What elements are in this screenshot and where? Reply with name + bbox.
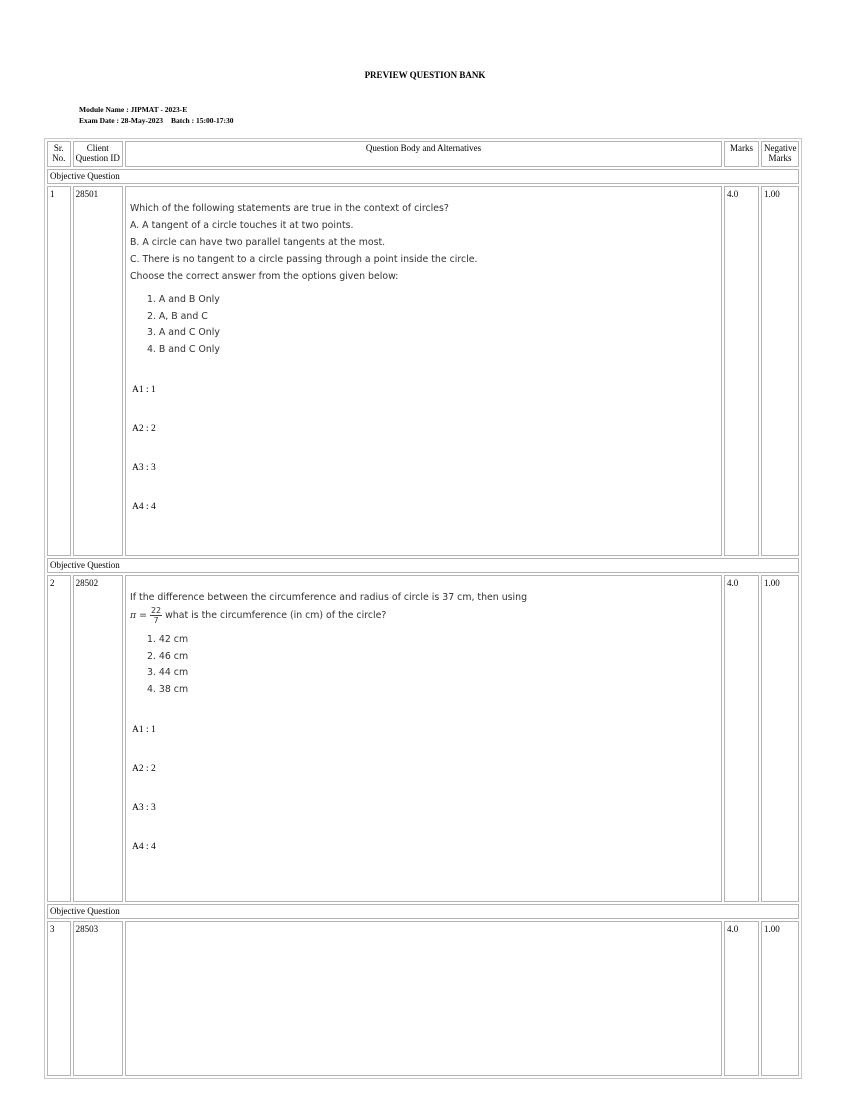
option-item: 4. B and C Only <box>146 343 220 355</box>
options-list <box>147 292 717 358</box>
question-line-rest: what is the circumference (in cm) of the circle? <box>162 610 387 621</box>
option-item: 4. 38 cm <box>146 683 189 695</box>
alternative-item: A1 : 1 <box>131 725 156 735</box>
section-label: Objective Question <box>47 169 799 184</box>
table-header-row <box>47 141 799 167</box>
sr-no-cell: 1 <box>47 186 71 556</box>
header-sr-no: Sr. No. <box>47 141 71 167</box>
negative-marks-cell: 1.00 <box>761 921 799 1076</box>
alternative-item: A3 : 3 <box>131 463 156 473</box>
negative-marks-cell: 1.00 <box>761 575 799 902</box>
option-item: 2. A, B and C <box>146 310 208 322</box>
marks-cell: 4.0 <box>724 186 759 556</box>
sr-no-cell: 2 <box>47 575 71 902</box>
question-line: Choose the correct answer from the options given below: <box>129 271 399 282</box>
table-row <box>47 186 799 556</box>
alternatives-list <box>130 384 717 540</box>
alternative-item: A2 : 2 <box>131 764 156 774</box>
section-label: Objective Question <box>47 904 799 919</box>
section-row <box>47 904 799 919</box>
exam-info <box>79 116 233 125</box>
client-id-cell: 28503 <box>73 921 123 1076</box>
alternative-item: A1 : 1 <box>131 385 156 395</box>
alternative-item: A4 : 4 <box>131 502 156 512</box>
question-body-cell <box>125 186 722 556</box>
header-marks: Marks <box>724 141 759 167</box>
question-line-math <box>130 606 717 625</box>
options-list <box>147 632 717 698</box>
header-client-question-id: Client Question ID <box>73 141 123 167</box>
question-text <box>130 589 717 625</box>
question-line: B. A circle can have two parallel tangents at the most. <box>129 237 386 248</box>
question-body-cell <box>125 575 722 902</box>
pi-symbol: π <box>129 610 137 621</box>
client-id-cell: 28502 <box>73 575 123 902</box>
option-item: 3. 44 cm <box>146 667 189 678</box>
option-item: 2. 46 cm <box>146 650 189 662</box>
batch-time: Batch : 15:00-17:30 <box>170 116 234 125</box>
table-row <box>47 575 799 902</box>
option-item: 1. 42 cm <box>146 634 189 645</box>
header-negative-marks: Negative Marks <box>761 141 799 167</box>
exam-date: Exam Date : 28-May-2023 <box>79 116 163 125</box>
alternative-item: A2 : 2 <box>131 424 156 434</box>
fraction-numerator: 22 <box>150 606 162 615</box>
header-question-body: Question Body and Alternatives <box>125 141 722 167</box>
question-body-cell <box>125 921 722 1076</box>
question-text <box>130 200 717 285</box>
table-row <box>47 921 799 1076</box>
alternative-item: A3 : 3 <box>131 803 156 813</box>
question-bank-table <box>44 138 802 1079</box>
alternative-item: A4 : 4 <box>131 842 156 852</box>
question-line: Which of the following statements are true in the context of circles? <box>129 203 449 214</box>
client-id-cell: 28501 <box>73 186 123 556</box>
page-title: PREVIEW QUESTION BANK <box>364 70 486 80</box>
section-label: Objective Question <box>47 558 799 573</box>
fraction <box>150 606 162 625</box>
module-name: Module Name : JIPMAT - 2023-E <box>79 105 188 114</box>
option-item: 3. A and C Only <box>146 327 220 338</box>
sr-no-cell: 3 <box>47 921 71 1076</box>
alternatives-list <box>130 724 717 880</box>
question-line: A. A tangent of a circle touches it at two points. <box>129 220 354 231</box>
equals-sign: = <box>136 610 150 621</box>
marks-cell: 4.0 <box>724 575 759 902</box>
section-row <box>47 558 799 573</box>
fraction-denominator: 7 <box>153 616 159 625</box>
option-item: 1. A and B Only <box>146 294 220 305</box>
question-line: C. There is no tangent to a circle passing through a point inside the circle. <box>129 254 478 265</box>
section-row <box>47 169 799 184</box>
marks-cell: 4.0 <box>724 921 759 1076</box>
negative-marks-cell: 1.00 <box>761 186 799 556</box>
question-line: If the difference between the circumference and radius of circle is 37 cm, then using <box>129 592 528 603</box>
